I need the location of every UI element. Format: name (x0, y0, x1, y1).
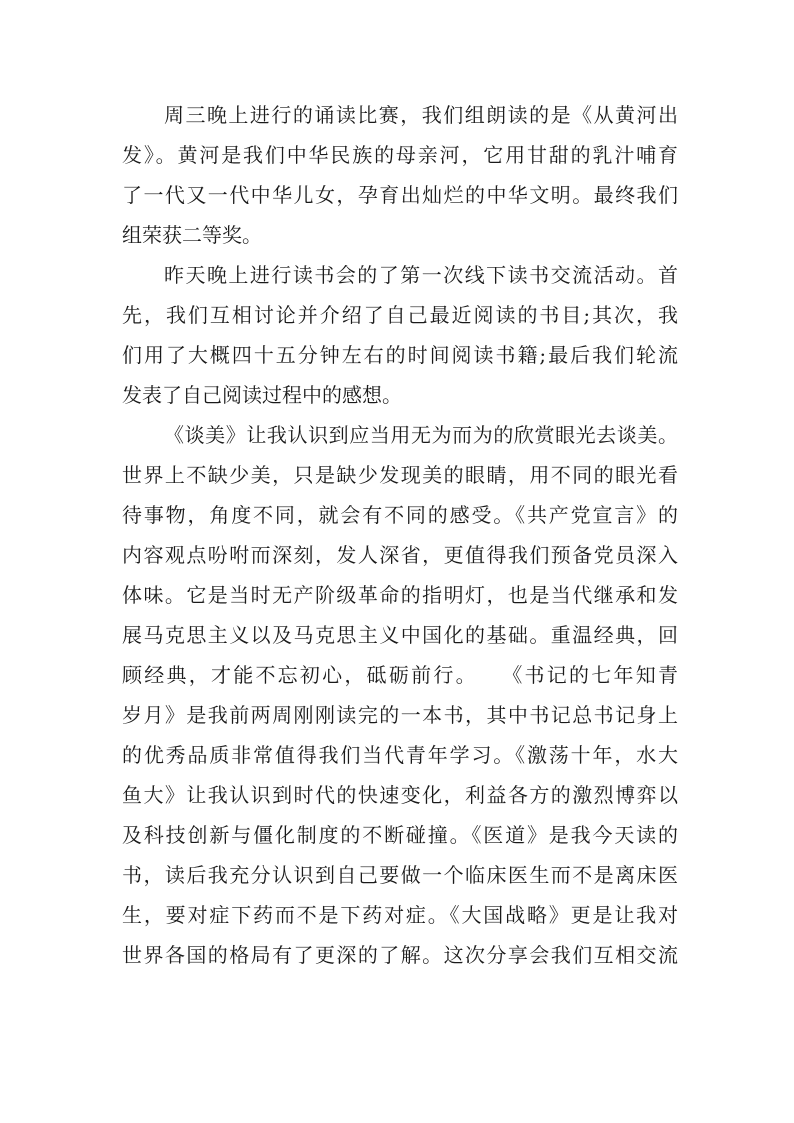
text-line: 顾经典，才能不忘初心，砥砺前行。 《书记的七年知青 (122, 663, 678, 687)
text-line: 鱼大》让我认识到时代的快速变化，利益各方的激烈博弈以 (122, 783, 678, 807)
text-line: 展马克思主义以及马克思主义中国化的基础。重温经典，回 (122, 623, 678, 647)
text-line: 周三晚上进行的诵读比赛，我们组朗读的是《从黄河出 (164, 103, 678, 127)
text-line: 书，读后我充分认识到自己要做一个临床医生而不是离床医 (122, 863, 678, 887)
text-line: 发》。黄河是我们中华民族的母亲河，它用甘甜的乳汁哺育 (122, 143, 678, 167)
text-line: 待事物，角度不同，就会有不同的感受。《共产党宣言》的 (122, 503, 678, 527)
text-line: 们用了大概四十五分钟左右的时间阅读书籍;最后我们轮流 (122, 343, 678, 367)
text-line: 岁月》是我前两周刚刚读完的一本书，其中书记总书记身上 (122, 703, 678, 727)
text-line: 生，要对症下药而不是下药对症。《大国战略》更是让我对 (122, 903, 678, 927)
text-line: 体味。它是当时无产阶级革命的指明灯，也是当代继承和发 (122, 583, 678, 607)
text-line: 内容观点吩咐而深刻，发人深省，更值得我们预备党员深入 (122, 543, 678, 567)
text-line: 组荣获二等奖。 (122, 223, 262, 247)
text-line: 昨天晚上进行读书会的了第一次线下读书交流活动。首 (164, 263, 678, 287)
text-line: 先，我们互相讨论并介绍了自己最近阅读的书目;其次，我 (122, 303, 678, 327)
text-line: 及科技创新与僵化制度的不断碰撞。《医道》是我今天读的 (122, 823, 678, 847)
document-body (122, 95, 678, 975)
text-line: 《谈美》让我认识到应当用无为而为的欣赏眼光去谈美。 (164, 423, 678, 447)
text-line: 世界上不缺少美，只是缺少发现美的眼睛，用不同的眼光看 (122, 463, 678, 487)
text-line: 世界各国的格局有了更深的了解。这次分享会我们互相交流 (122, 943, 678, 967)
text-line: 了一代又一代中华儿女，孕育出灿烂的中华文明。最终我们 (122, 183, 678, 207)
text-line: 的优秀品质非常值得我们当代青年学习。《激荡十年，水大 (122, 743, 678, 767)
text-line: 发表了自己阅读过程中的感想。 (122, 383, 402, 407)
